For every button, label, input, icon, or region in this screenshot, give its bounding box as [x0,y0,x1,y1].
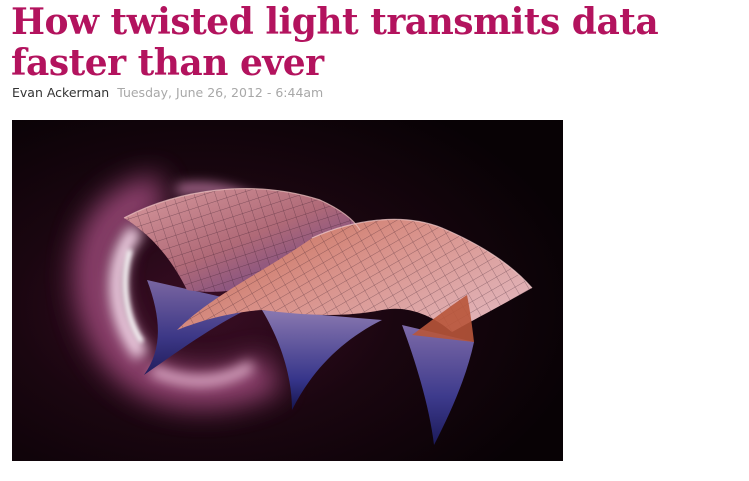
article-image[interactable] [12,120,563,461]
article-title[interactable]: How twisted light transmits data faster than ever [11,1,659,84]
publish-date: Tuesday, June 26, 2012 - 6:44am [117,85,324,100]
twisted-light-illustration [12,120,563,461]
byline [12,85,323,101]
author-name[interactable]: Evan Ackerman [12,85,110,100]
